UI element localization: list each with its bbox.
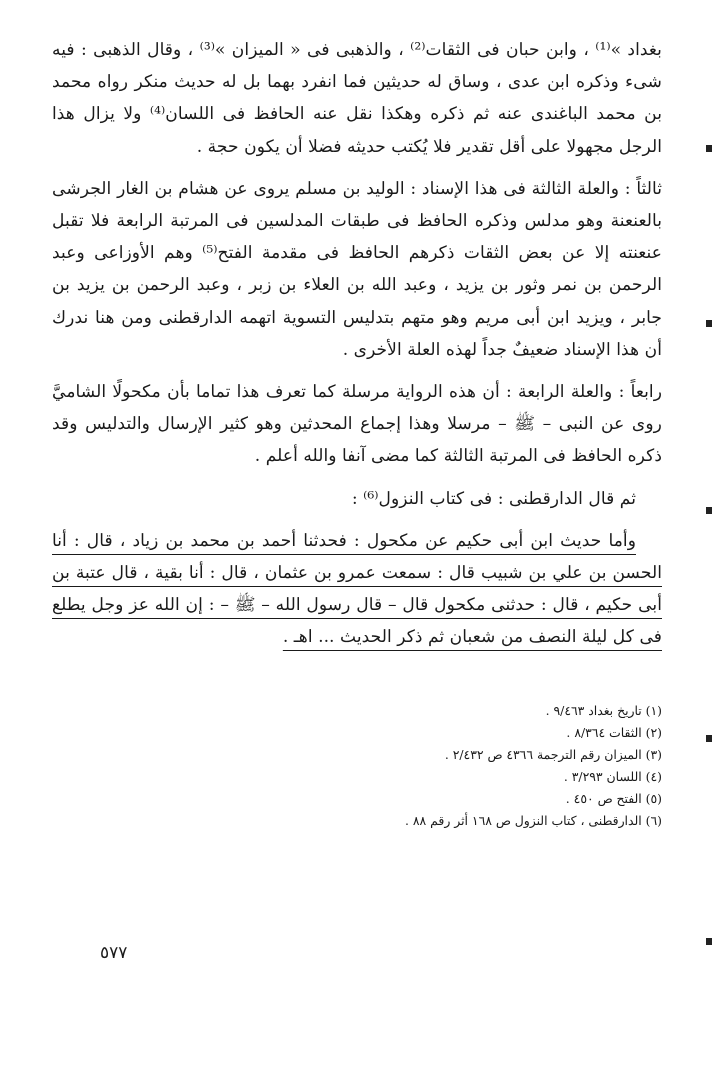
footnote-5: (٥) الفتح ص ٤٥٠ . <box>565 791 662 806</box>
paragraph-1: بغداد »⁽¹⁾ ، وابن حبان فى الثقات⁽²⁾ ، والذهبى فى « الميزان »⁽³⁾ ، وقال الذهبى : فيه شىء وذكره ابن عدى ، وساق له حديثين فما انفرد بهما بل له حديث منكر رواه محمد بن محمد الباغندى عنه ثم ذكره وهكذا نقل عنه الحافظ فى اللسان⁽⁴⁾ ولا يزال هذا الرجل مجهولا على أقل تقدير فلا يُكتب حديثه فضلا أن يكون حجة . <box>52 40 662 157</box>
footnote-1: (١) تاريخ بغداد ٩/٤٦٣ . <box>545 703 662 718</box>
scan-margin-mark <box>706 320 712 327</box>
scan-margin-mark <box>706 145 712 152</box>
main-text <box>52 34 662 654</box>
scan-margin-mark <box>706 507 712 514</box>
footnote-6: (٦) الدارقطنى ، كتاب النزول ص ١٦٨ أثر رقم ٨٨ . <box>405 813 662 828</box>
footnote-3: (٣) الميزان رقم الترجمة ٤٣٦٦ ص ٢/٤٣٢ . <box>444 747 662 762</box>
paragraph-2: ثالثاً : والعلة الثالثة فى هذا الإسناد : الوليد بن مسلم يروى عن هشام بن الغار الجرشى بالعنعنة وهو مدلس وذكره الحافظ فى طبقات المدلسين فى المرتبة الرابعة فلا تقبل عنعنته إلا عن بعض الثقات ذكرهم الحافظ فى مقدمة الفتح⁽⁵⁾ وهم الأوزاعى وعبد الرحمن بن نمر وثور بن يزيد ، وعبد الله بن العلاء بن زبر ، وعبد الرحمن بن يزيد بن جابر ، ويزيد ابن أبى مريم وهو متهم بتدليس التسوية اتهمه الدارقطنى ومن هنا ندرك أن هذا الإسناد ضعيفٌ جداً لهذه العلة الأخرى . <box>52 178 662 360</box>
footnote-4: (٤) اللسان ٣/٢٩٣ . <box>563 769 662 784</box>
paragraph-5: وأما حديث ابن أبى حكيم عن مكحول : فحدثنا أحمد بن محمد بن زياد ، قال : أنا الحسن بن علي بن شبيب قال : سمعت عمرو بن عثمان ، قال : أنا بقية ، قال عتبة بن أبى حكيم ، قال : حدثنى مكحول قال – قال رسول الله – ﷺ – : إن الله عز وجل يطلع فى كل ليلة النصف من شعبان ثم ذكر الحديث ... اهـ . <box>52 530 662 648</box>
page-number: ٥٧٧ <box>100 943 128 963</box>
footnotes <box>52 700 662 832</box>
scan-margin-mark <box>706 735 712 742</box>
scan-margin-mark <box>706 938 712 945</box>
paragraph-3: رابعاً : والعلة الرابعة : أن هذه الرواية مرسلة كما تعرف هذا تماما بأن مكحولًا الشاميَّ روى عن النبى – ﷺ – مرسلا وهذا إجماع المحدثين وهو كثير الإرسال والتدليس وقد ذكره الحافظ فى المرتبة الثالثة كما مضى آنفا والله أعلم . <box>52 382 662 467</box>
footnote-2: (٢) الثقات ٨/٣٦٤ . <box>566 725 662 740</box>
paragraph-4: ثم قال الدارقطنى : فى كتاب النزول⁽⁶⁾ : <box>351 488 636 509</box>
